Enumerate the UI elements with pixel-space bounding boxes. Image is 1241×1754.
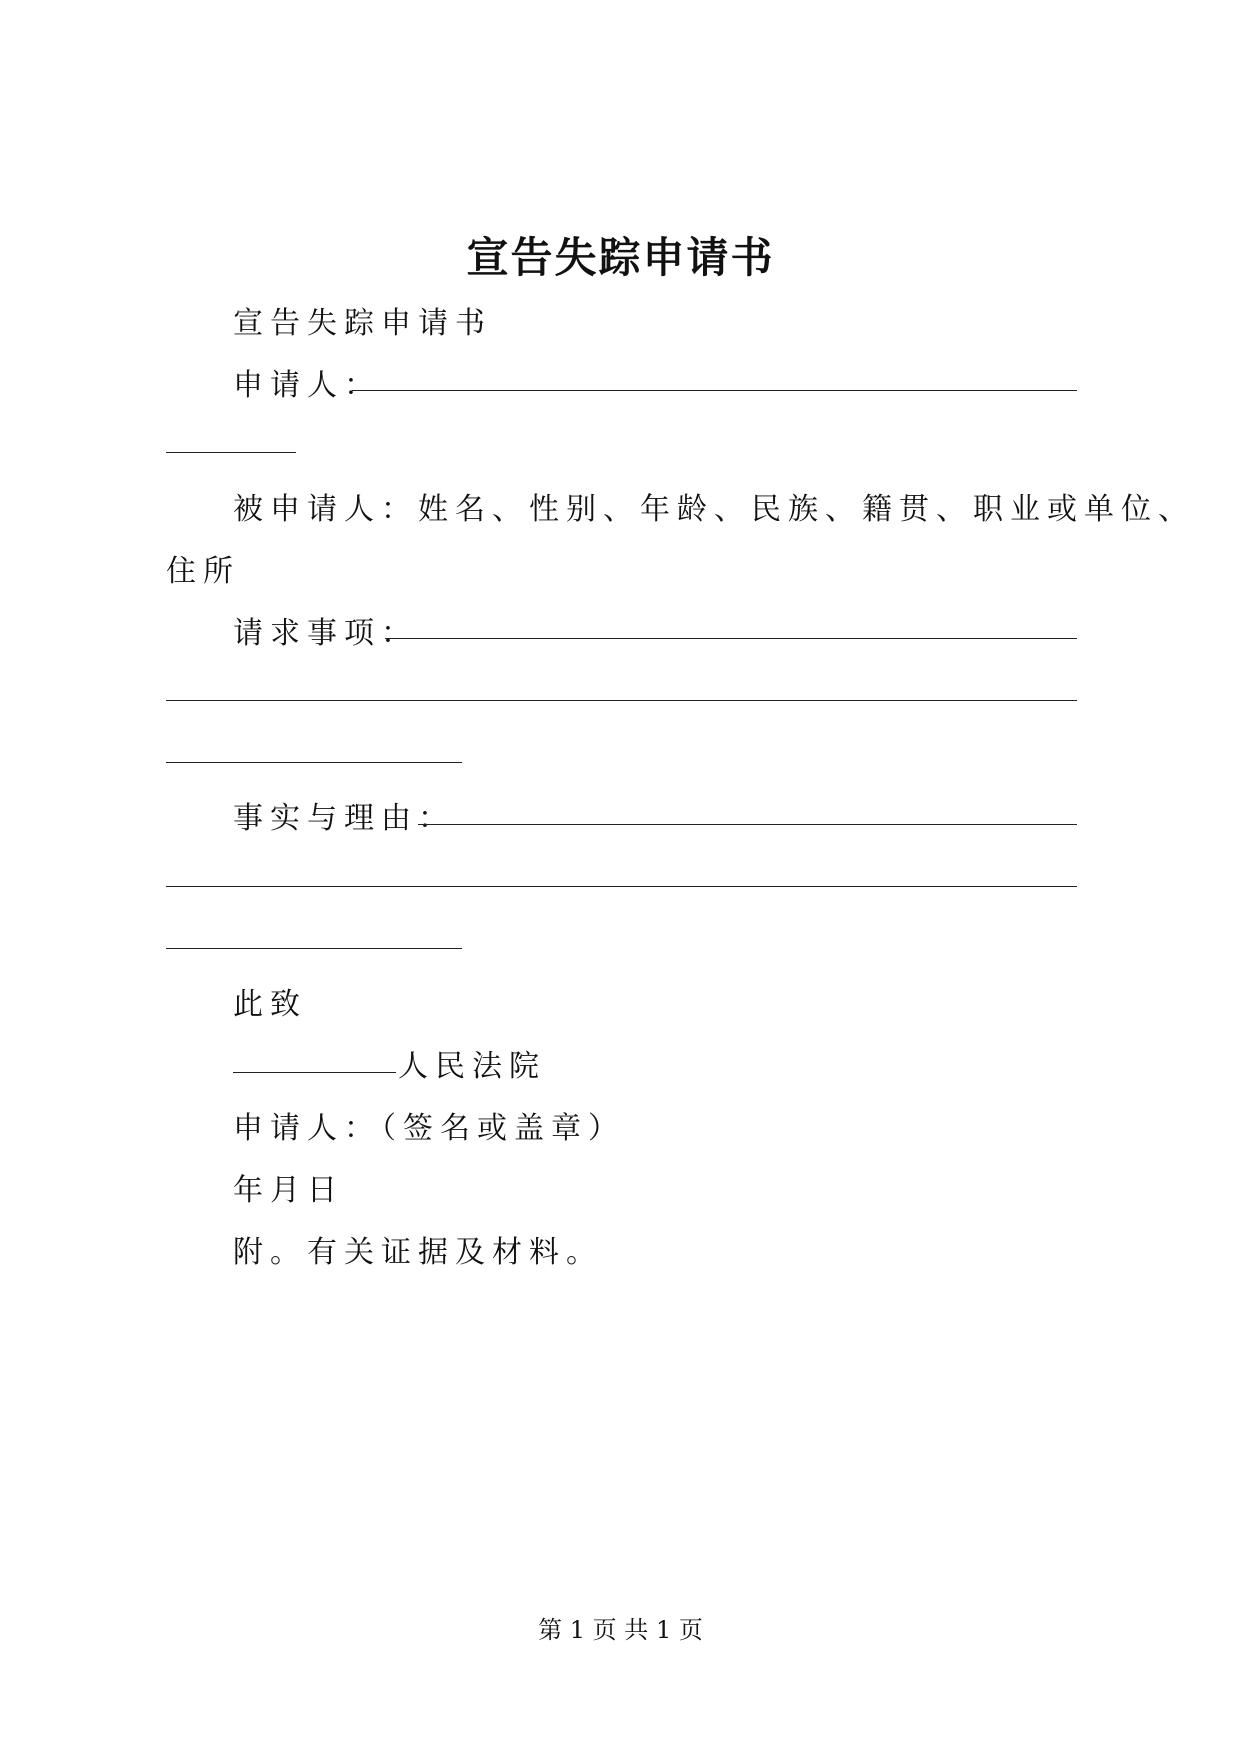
court-name-blank-line [233, 1072, 396, 1073]
attachment-note: 附。有关证据及材料。 [233, 1235, 603, 1270]
facts-blank-line-2 [166, 886, 1077, 887]
applicant-blank-line-cont [166, 452, 296, 453]
claims-blank-line-3 [166, 762, 462, 763]
court-suffix: 人民法院 [398, 1049, 546, 1084]
document-title: 宣告失踪申请书 [466, 233, 775, 282]
respondent-fields-cont: 住所 [166, 554, 240, 589]
claims-label: 请求事项： [233, 616, 418, 651]
claims-blank-line-1 [385, 638, 1077, 639]
facts-label: 事实与理由： [233, 801, 455, 836]
respondent-fields: 被申请人：姓名、性别、年龄、民族、籍贯、职业或单位、 [233, 492, 1195, 527]
claims-blank-line-2 [166, 700, 1077, 701]
applicant-blank-line [352, 390, 1077, 391]
facts-blank-line-1 [418, 824, 1077, 825]
facts-blank-line-3 [166, 948, 462, 949]
document-subtitle: 宣告失踪申请书 [233, 306, 492, 341]
signature-label: 申请人：（签名或盖章） [233, 1111, 625, 1146]
page-number-footer: 第 1 页 共 1 页 [538, 1616, 703, 1644]
date-label: 年月日 [233, 1173, 344, 1208]
applicant-label: 申请人： [233, 368, 381, 403]
closing-salutation: 此致 [233, 987, 307, 1022]
